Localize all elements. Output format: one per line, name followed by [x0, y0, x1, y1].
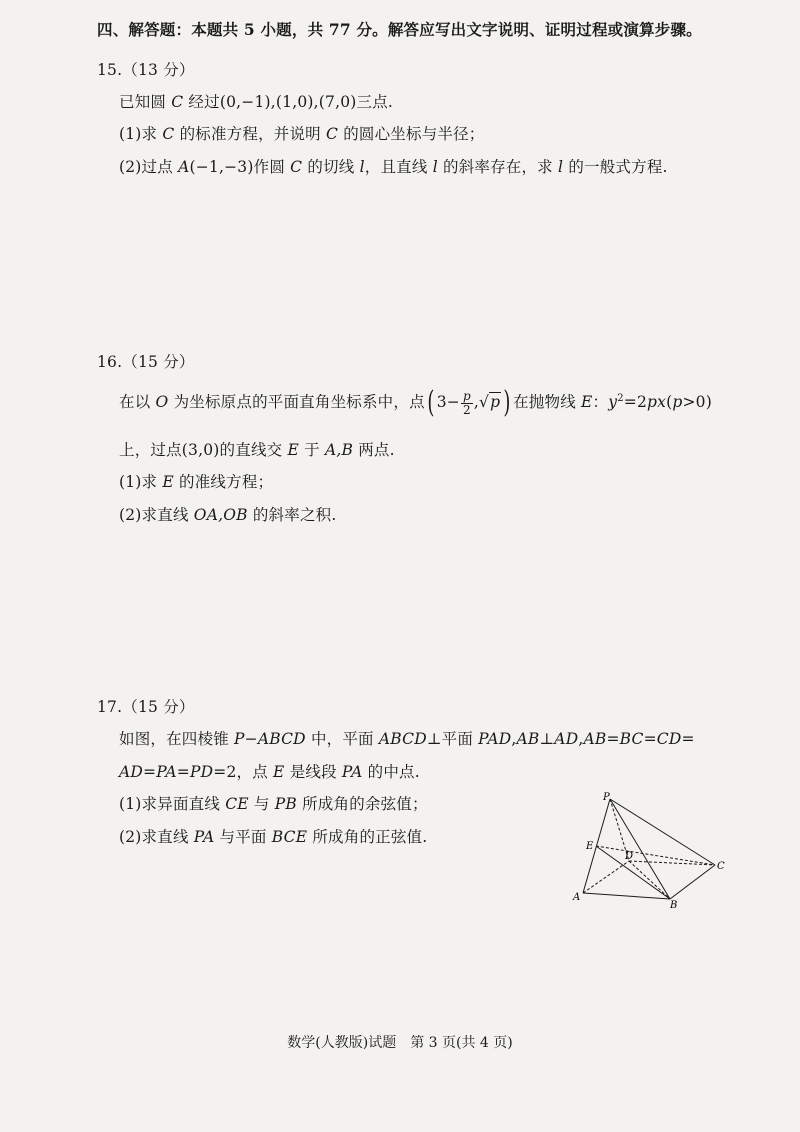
q17-part1: (1)求异面直线 CE 与 PB 所成角的余弦值；: [119, 795, 428, 813]
label-C: C: [717, 861, 725, 872]
q16-heading: 16.（15 分）: [97, 353, 195, 371]
label-B: B: [670, 900, 678, 910]
q16-statement-line1: 在以 O 为坐标原点的平面直角坐标系中，点( 3− $\frac{p}{2}$ ,√p ) 在抛物线 E：$y^2=2px(p>0)$: [119, 385, 712, 420]
edge-AB: [583, 893, 670, 899]
page-footer: 数学(人教版)试题 第 3 页(共 4 页): [287, 1035, 513, 1051]
q16-part1: (1)求 E 的准线方程；: [119, 473, 274, 491]
q17-heading: 17.（15 分）: [97, 698, 195, 716]
q15-part1: (1)求 C 的标准方程，并说明 C 的圆心坐标与半径；: [119, 125, 485, 143]
q16-part2: (2)求直线 OA,OB 的斜率之积.: [119, 506, 337, 524]
label-P: P: [603, 792, 610, 803]
label-D: D: [625, 851, 634, 862]
q16-statement-line2: 上，过点(3,0)的直线交 E 于 A,B 两点.: [119, 441, 395, 459]
section-header: 四、解答题：本题共 5 小题，共 77 分。解答应写出文字说明、证明过程或演算步骤。: [97, 20, 702, 39]
q15-statement: 已知圆 C 经过(0,−1),(1,0),(7,0)三点.: [119, 93, 394, 111]
edge-PB: [610, 799, 670, 899]
edge-AD: [583, 861, 629, 893]
q15-heading: 15.（13 分）: [97, 61, 195, 79]
q17-part2: (2)求直线 PA 与平面 BCE 所成角的正弦值.: [119, 828, 428, 846]
label-E: E: [586, 841, 594, 852]
pyramid-figure: [565, 790, 735, 910]
fraction-p-over-2: $\frac{p}{2}$: [462, 388, 471, 417]
q17-statement-line2: AD=PA=PD=2，点 E 是线段 PA 的中点.: [119, 763, 420, 781]
q17-statement-line1: 如图，在四棱锥 P−ABCD 中，平面 ABCD⊥平面 PAD,AB⊥AD,AB=BC=CD=: [119, 730, 695, 748]
label-A: A: [573, 892, 581, 903]
q15-part2: (2)过点 A(−1,−3)作圆 C 的切线 l，且直线 l 的斜率存在，求 l 的一般式方程.: [119, 158, 668, 176]
edge-BC: [670, 865, 715, 899]
edge-DB: [629, 861, 670, 899]
